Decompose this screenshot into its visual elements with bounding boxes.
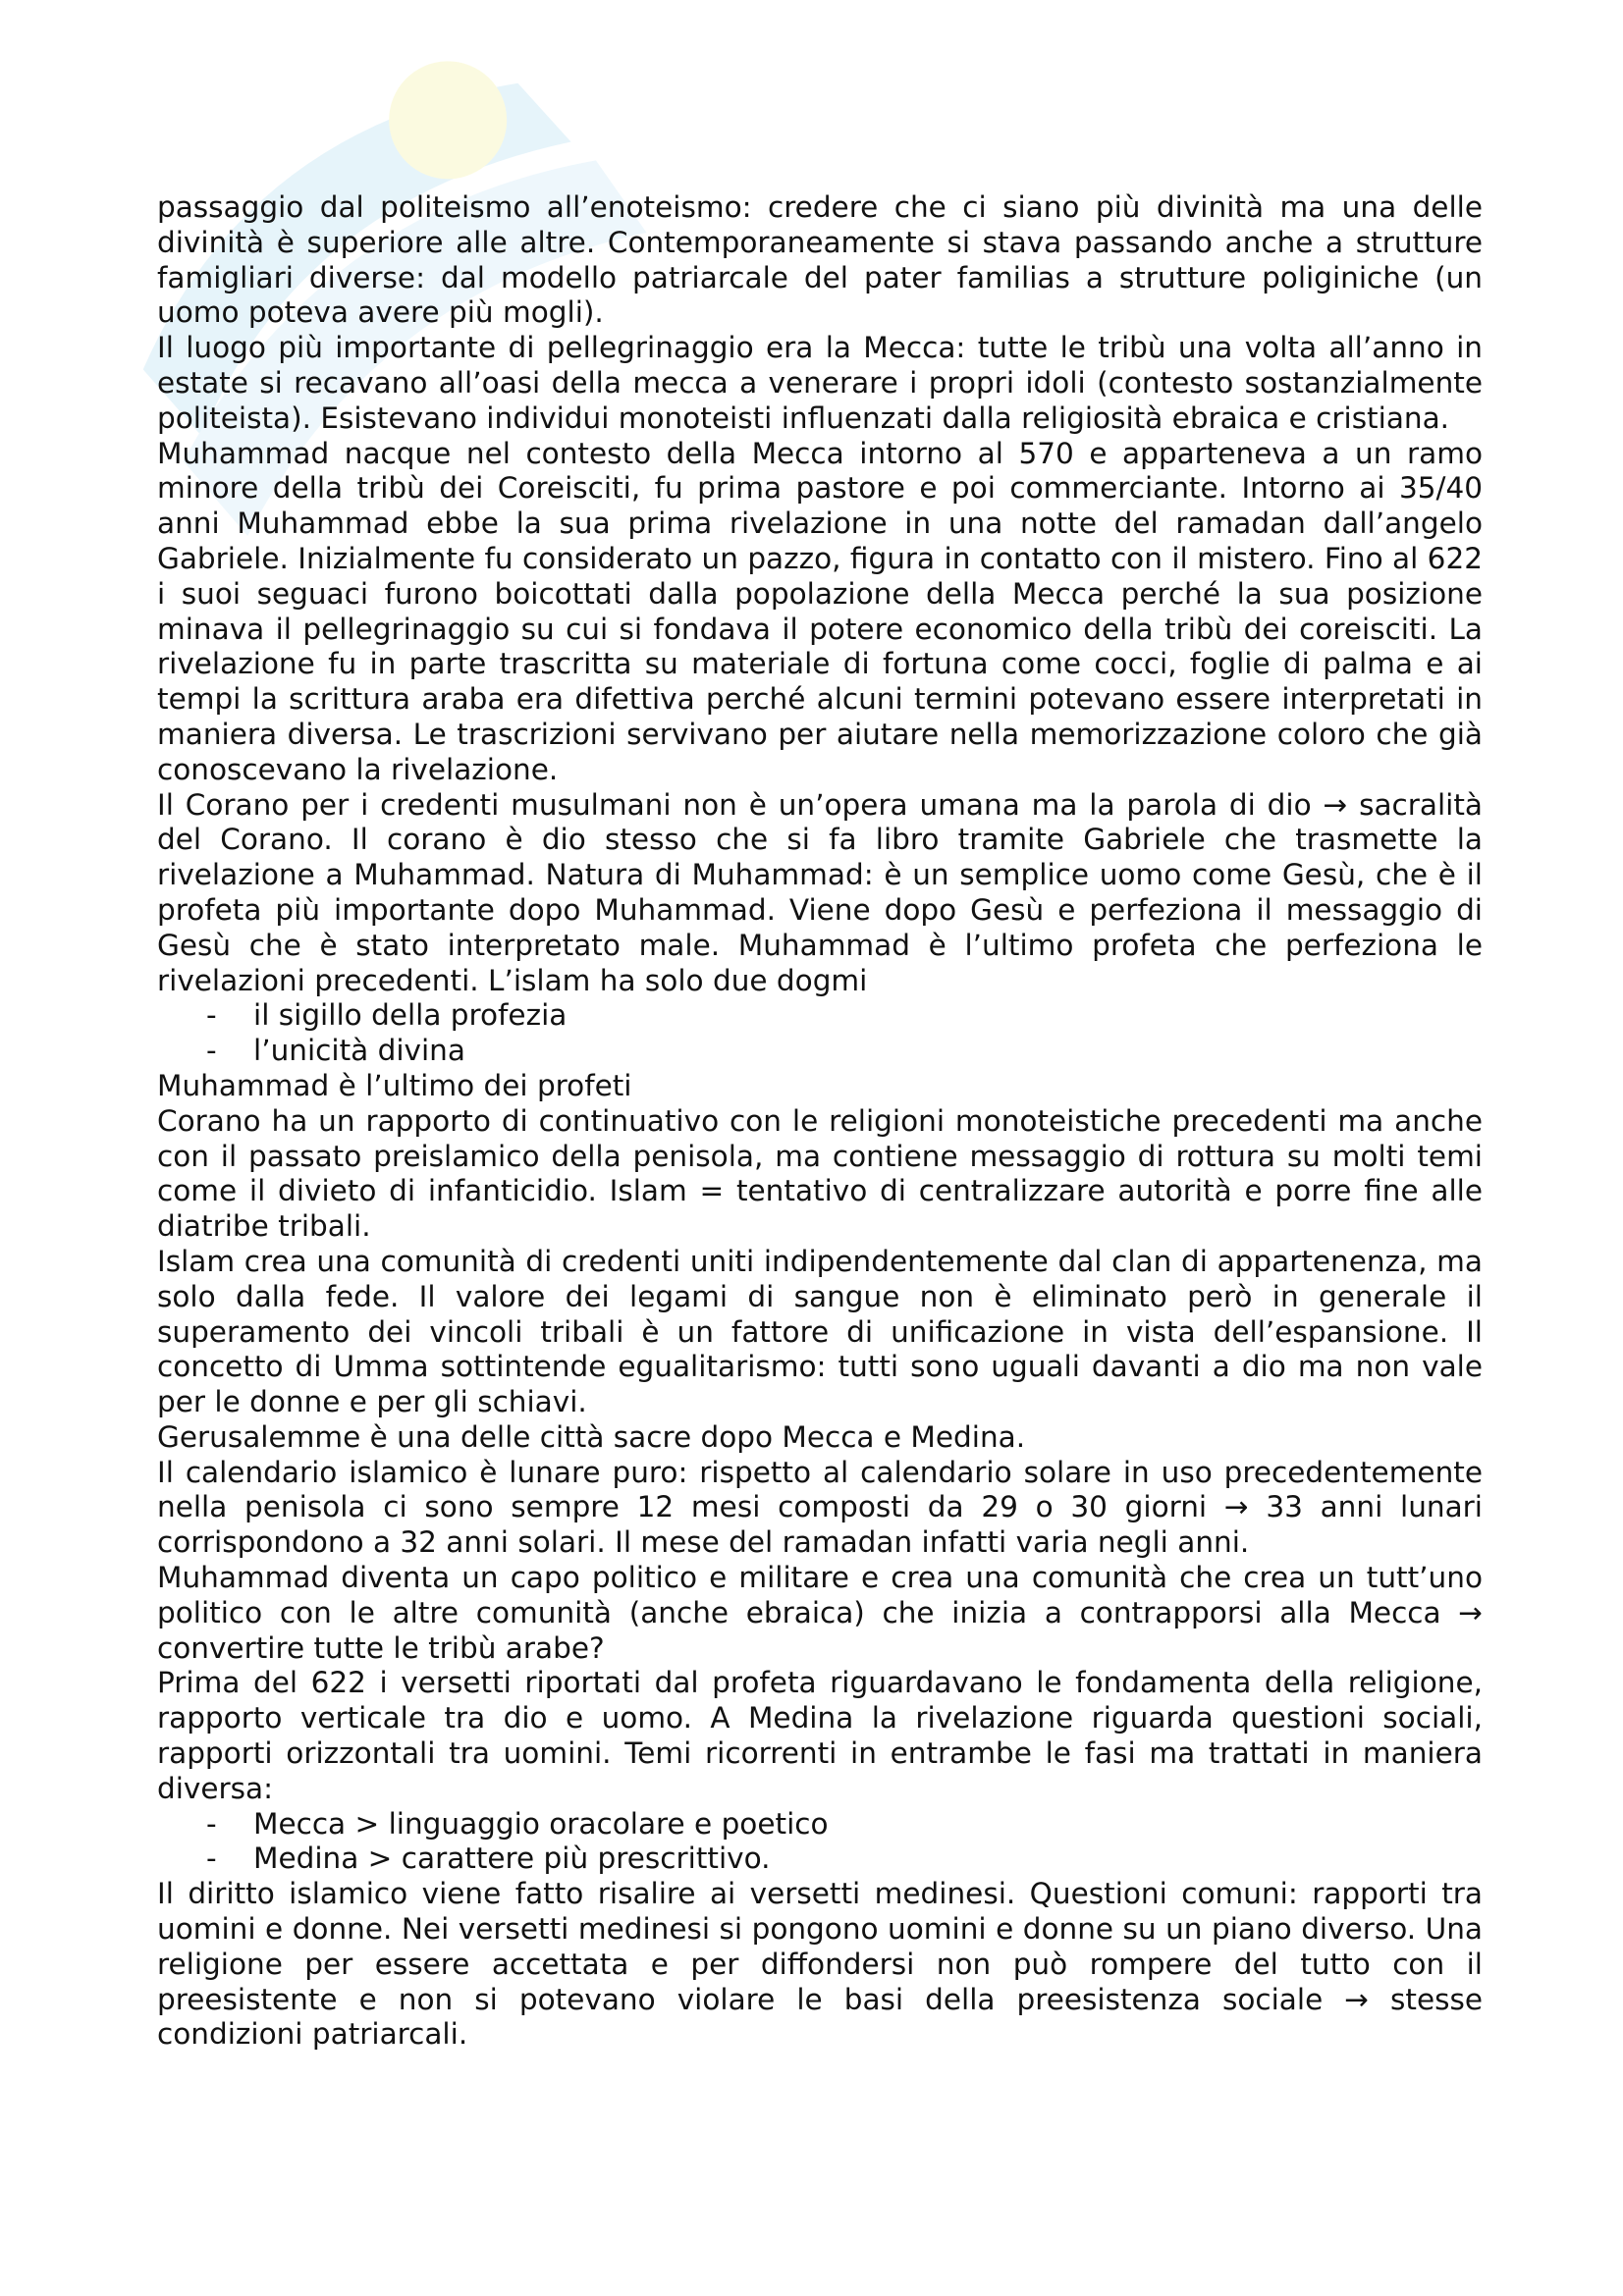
list-item	[157, 1842, 1483, 1877]
bullet-dash: -	[206, 998, 217, 1033]
paragraph-gerusalemme: Gerusalemme è una delle città sacre dopo Mecca e Medina.	[157, 1419, 1026, 1454]
paragraph-enoteismo: passaggio dal politeismo all’enoteismo: credere che ci siano più divinità ma una delle divinità è superiore alle altre. Contemporaneamente si stava passando anche a strutture famigliari diverse: dal modello patriarcale del pater familias a strutture poliginiche (un uomo poteva avere più mogli).	[157, 190, 1483, 330]
paragraph-corano-sacralita: Il Corano per i credenti musulmani non è un’opera umana ma la parola di dio → sacralità del Corano. Il corano è dio stesso che si fa libro tramite Gabriele che trasmette la rivelazione a Muhammad. Natura di Muhammad: è un semplice uomo come Gesù, che è il profeta più importante dopo Muhammad. Viene dopo Gesù e perfeziona il messaggio di Gesù che è stato interpretato male. Muhammad è l’ultimo profeta che perfeziona le rivelazioni precedenti. L’islam ha solo due dogmi	[157, 787, 1483, 997]
list-item	[157, 1034, 1483, 1069]
paragraph-capo-politico: Muhammad diventa un capo politico e militare e crea una comunità che crea un tutt’uno politico con le altre comunità (anche ebraica) che inizia a contrapporsi alla Mecca → convertire tutte le tribù arabe?	[157, 1561, 1483, 1665]
document-page	[157, 190, 1483, 2053]
list-item	[157, 1807, 1483, 1842]
paragraph-diritto-islamico: Il diritto islamico viene fatto risalire ai versetti medinesi. Questioni comuni: rapporti tra uomini e donne. Nei versetti medinesi si pongono uomini e donne su un piano diverso. Una religione per essere accettata e per diffondersi non può rompere del tutto con il preesistente e non si potevano violare le basi della preesistenza sociale → stesse condizioni patriarcali.	[157, 1877, 1483, 2052]
dogmi-list	[157, 998, 1483, 1069]
paragraph-mecca-pellegrinaggio: Il luogo più importante di pellegrinaggio era la Mecca: tutte le tribù una volta all’anno in estate si recavano all’oasi della mecca a venerare i propri idoli (contesto sostanzialmente politeista). Esistevano individui monoteisti influenzati dalla religiosità ebraica e cristiana.	[157, 331, 1483, 435]
paragraph-ultimo-profeta: Muhammad è l’ultimo dei profeti	[157, 1068, 632, 1102]
bullet-dash: -	[206, 1806, 217, 1841]
bullet-dash: -	[206, 1842, 217, 1876]
list-item-text: Mecca > linguaggio oracolare e poetico	[253, 1806, 829, 1841]
paragraph-corano-continuita: Corano ha un rapporto di continuativo con le religioni monoteistiche precedenti ma anche con il passato preislamico della penisola, ma contiene messaggio di rottura su molti temi come il divieto di infanticidio. Islam = tentativo di centralizzare autorità e porre fine alle diatribe tribali.	[157, 1103, 1483, 1244]
paragraph-versetti: Prima del 622 i versetti riportati dal profeta riguardavano le fondamenta della religione, rapporto verticale tra dio e uomo. A Medina la rivelazione riguarda questioni sociali, rapporti orizzontali tra uomini. Temi ricorrenti in entrambe le fasi ma trattati in maniera diversa:	[157, 1666, 1483, 1805]
list-item-text: il sigillo della profezia	[253, 998, 568, 1033]
paragraph-calendario: Il calendario islamico è lunare puro: rispetto al calendario solare in uso precedentemente nella penisola ci sono sempre 12 mesi composti da 29 o 30 giorni → 33 anni lunari corrispondono a 32 anni solari. Il mese del ramadan infatti varia negli anni.	[157, 1455, 1483, 1560]
paragraph-umma: Islam crea una comunità di credenti uniti indipendentemente dal clan di appartenenza, ma solo dalla fede. Il valore dei legami di sangue non è eliminato però in generale il superamento dei vincoli tribali è un fattore di unificazione in vista dell’espansione. Il concetto di Umma sottintende egualitarismo: tutti sono uguali davanti a dio ma non vale per le donne e per gli schiavi.	[157, 1244, 1483, 1419]
list-item-text: l’unicità divina	[253, 1034, 465, 1068]
list-item	[157, 998, 1483, 1034]
paragraph-muhammad-biografia: Muhammad nacque nel contesto della Mecca intorno al 570 e apparteneva a un ramo minore della tribù dei Coreisciti, fu prima pastore e poi commerciante. Intorno ai 35/40 anni Muhammad ebbe la sua prima rivelazione in una notte del ramadan dall’angelo Gabriele. Inizialmente fu considerato un pazzo, figura in contatto con il mistero. Fino al 622 i suoi seguaci furono boicottati dalla popolazione della Mecca perché la sua posizione minava il pellegrinaggio su cui si fondava il potere economico della tribù dei coreisciti. La rivelazione fu in parte trascritta su materiale di fortuna come cocci, foglie di palma e ai tempi la scrittura araba era difettiva perché alcuni termini potevano essere interpretati in maniera diversa. Le trascrizioni servivano per aiutare nella memorizzazione coloro che già conoscevano la rivelazione.	[157, 436, 1483, 786]
list-item-text: Medina > carattere più prescrittivo.	[253, 1842, 771, 1876]
fasi-list	[157, 1807, 1483, 1878]
bullet-dash: -	[206, 1034, 217, 1068]
